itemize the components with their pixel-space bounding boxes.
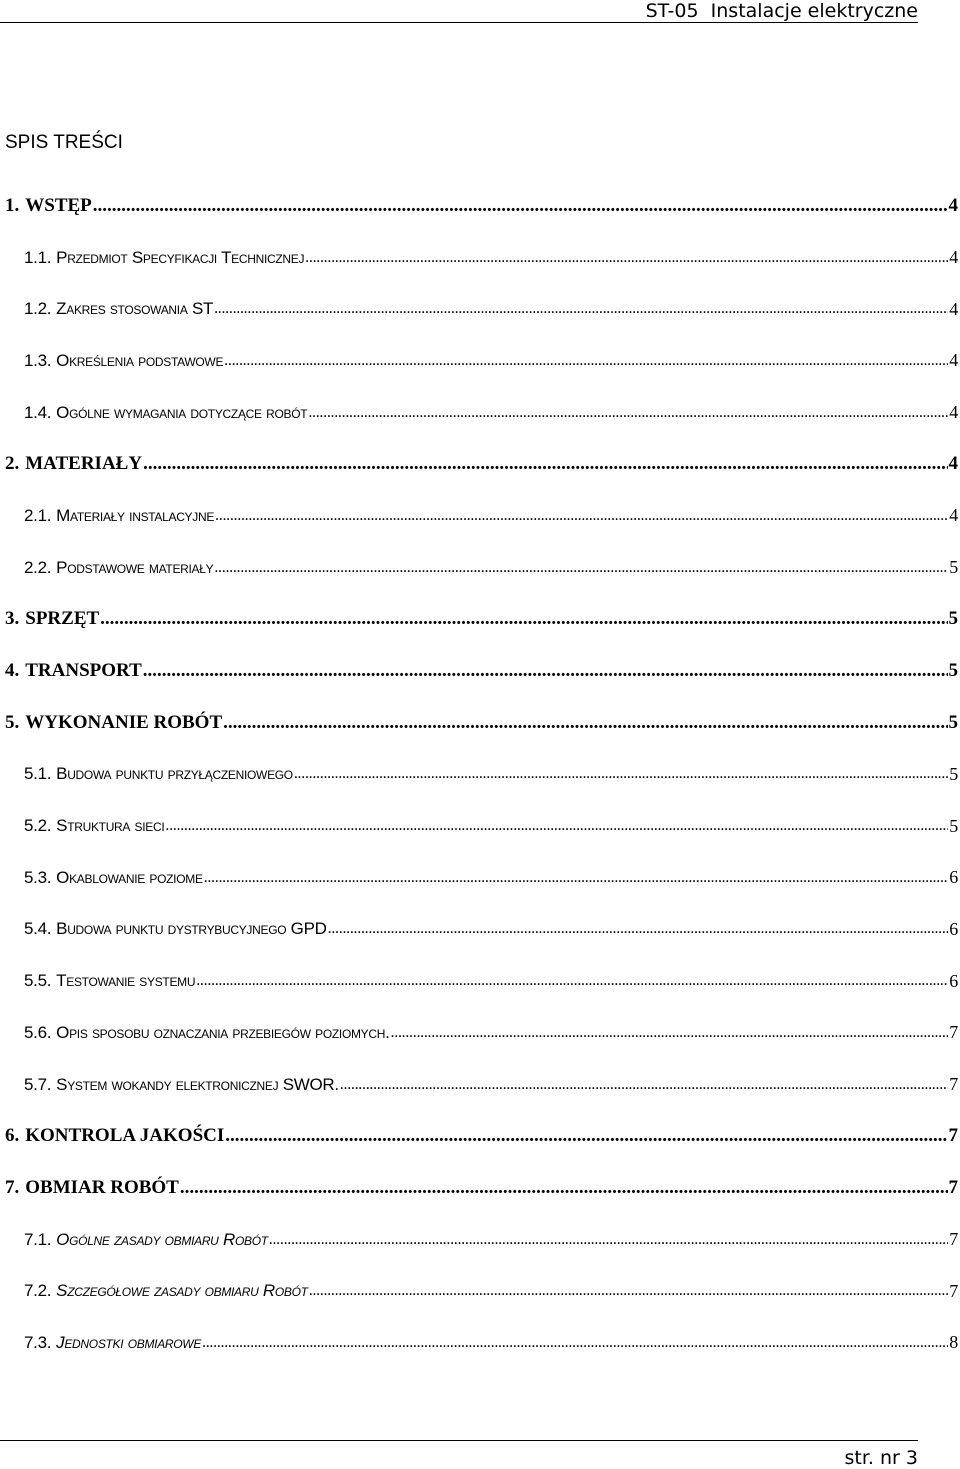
toc-entry-page: 7 <box>949 1022 958 1043</box>
toc-entry-number: 5.2. <box>24 816 52 836</box>
toc-dot-leader <box>204 869 949 887</box>
toc-entry[interactable] <box>0 955 960 1007</box>
toc-entry[interactable] <box>0 283 960 335</box>
toc-entry[interactable] <box>0 594 960 646</box>
toc-entry-number: 7.3. <box>24 1332 52 1352</box>
toc-entry[interactable] <box>0 542 960 594</box>
toc-entry[interactable] <box>0 904 960 956</box>
toc-entry-number: 5.5. <box>24 971 52 991</box>
toc-heading: SPIS TREŚCI <box>5 132 123 153</box>
toc-entry-page: 6 <box>949 867 958 888</box>
toc-dot-leader <box>391 1024 949 1042</box>
toc-entry-page: 6 <box>949 918 958 939</box>
toc-entry-label: Ogólne zasady obmiaru Robót <box>56 1229 268 1249</box>
toc-dot-leader <box>328 920 949 938</box>
toc-entry-label: WSTĘP <box>25 194 92 216</box>
toc-dot-leader <box>308 404 948 422</box>
toc-entry-page: 7 <box>949 1280 958 1301</box>
toc-entry-page: 5 <box>948 608 958 630</box>
toc-entry[interactable] <box>0 335 960 387</box>
toc-entry-label: Okablowanie poziome <box>56 867 203 887</box>
toc-dot-leader <box>215 507 948 525</box>
toc-entry-number: 5.6. <box>24 1022 52 1042</box>
toc-dot-leader <box>269 1231 949 1249</box>
toc-entry-label: Struktura sieci <box>56 816 165 836</box>
toc-entry-label: MATERIAŁY <box>25 453 143 475</box>
toc-dot-leader <box>223 712 947 734</box>
toc-entry[interactable] <box>0 1317 960 1369</box>
toc-dot-leader <box>225 1125 947 1147</box>
toc-dot-leader <box>214 559 948 577</box>
toc-entry-page: 4 <box>949 505 958 526</box>
toc-entry-page: 4 <box>948 194 958 216</box>
toc-entry-number: 1.1. <box>24 247 52 267</box>
toc-dot-leader <box>214 300 948 318</box>
toc-entry-number: 1.2. <box>24 299 52 319</box>
toc-entry-page: 7 <box>949 1229 958 1250</box>
toc-entry-label: WYKONANIE ROBÓT <box>25 711 223 733</box>
toc-dot-leader <box>143 453 947 475</box>
toc-entry[interactable] <box>0 852 960 904</box>
toc-entry-number: 7.2. <box>24 1281 52 1301</box>
toc-entry-label: Budowa punktu przyłączeniowego <box>56 764 293 784</box>
toc-entry-label: OBMIAR ROBÓT <box>25 1176 179 1198</box>
toc-entry-number: 3. <box>5 608 20 630</box>
toc-entry-number: 1.4. <box>24 402 52 422</box>
toc-entry-number: 2. <box>5 453 20 475</box>
toc-entry[interactable] <box>0 645 960 697</box>
toc-entry-label: System wokandy elektronicznej SWOR. <box>56 1074 339 1094</box>
toc-entry[interactable] <box>0 387 960 439</box>
toc-entry-page: 8 <box>949 1332 958 1353</box>
toc-entry[interactable] <box>0 1110 960 1162</box>
toc-entry-number: 2.2. <box>24 557 52 577</box>
toc-entry-number: 7. <box>5 1176 20 1198</box>
page-footer <box>0 1440 918 1469</box>
toc-entry-number: 1.3. <box>24 350 52 370</box>
toc-entry[interactable] <box>0 232 960 284</box>
toc-entry-label: KONTROLA JAKOŚCI <box>25 1125 225 1147</box>
toc-dot-leader <box>202 1334 948 1352</box>
toc-entry-label: SPRZĘT <box>25 608 100 630</box>
toc-entry[interactable] <box>0 1162 960 1214</box>
toc-entry-number: 4. <box>5 660 20 682</box>
toc-entry-label: Zakres stosowania ST <box>56 299 214 319</box>
toc-entry-label: Przedmiot Specyfikacji Technicznej <box>56 247 305 267</box>
toc-entry-page: 4 <box>949 350 958 371</box>
toc-entry-page: 7 <box>949 1074 958 1095</box>
toc-entry-page: 5 <box>948 660 958 682</box>
toc-dot-leader <box>196 972 948 990</box>
toc-entry-page: 7 <box>948 1176 958 1198</box>
page-header <box>0 0 918 23</box>
toc-entry-label: Budowa punktu dystrybucyjnego GPD <box>56 919 327 939</box>
toc-dot-leader <box>143 660 948 682</box>
table-of-contents <box>0 180 960 1369</box>
toc-entry-number: 5.1. <box>24 764 52 784</box>
toc-dot-leader <box>309 1282 949 1300</box>
toc-entry[interactable] <box>0 697 960 749</box>
toc-entry-label: Szczegółowe zasady obmiaru Robót <box>56 1281 308 1301</box>
toc-dot-leader <box>224 352 948 370</box>
toc-entry[interactable] <box>0 438 960 490</box>
toc-entry-page: 4 <box>949 298 958 319</box>
toc-dot-leader <box>93 195 948 217</box>
toc-entry-number: 1. <box>5 194 20 216</box>
toc-entry-label: Materiały instalacyjne <box>56 505 215 525</box>
toc-dot-leader <box>340 1076 949 1094</box>
toc-entry[interactable] <box>0 1265 960 1317</box>
toc-entry-page: 5 <box>949 763 958 784</box>
toc-entry[interactable] <box>0 1214 960 1266</box>
toc-entry-page: 6 <box>949 970 958 991</box>
toc-entry-label: TRANSPORT <box>25 660 142 682</box>
toc-entry[interactable] <box>0 749 960 801</box>
toc-entry-page: 5 <box>948 711 958 733</box>
toc-entry-page: 7 <box>948 1125 958 1147</box>
toc-entry-page: 4 <box>949 247 958 268</box>
toc-entry-number: 5.7. <box>24 1074 52 1094</box>
toc-entry[interactable] <box>0 490 960 542</box>
toc-entry-label: Ogólne wymagania dotyczące robót <box>56 402 308 422</box>
toc-entry-page: 4 <box>948 453 958 475</box>
toc-entry[interactable] <box>0 1007 960 1059</box>
toc-entry-number: 5.4. <box>24 919 52 939</box>
toc-dot-leader <box>165 817 948 835</box>
toc-dot-leader <box>305 249 948 267</box>
toc-entry-label: Opis sposobu oznaczania przebiegów poziomych. <box>56 1022 390 1042</box>
document-title: ST-05 Instalacje elektryczne <box>645 0 918 22</box>
toc-entry-number: 5.3. <box>24 867 52 887</box>
toc-entry[interactable] <box>0 180 960 232</box>
toc-dot-leader <box>180 1177 948 1199</box>
toc-entry-page: 5 <box>949 815 958 836</box>
toc-entry-label: Podstawowe materiały <box>56 557 214 577</box>
toc-dot-leader <box>100 608 947 630</box>
toc-entry-label: Testowanie systemu <box>56 971 196 991</box>
toc-entry[interactable] <box>0 1059 960 1111</box>
toc-entry[interactable] <box>0 800 960 852</box>
toc-entry-number: 2.1. <box>24 505 52 525</box>
toc-entry-label: Jednostki obmiarowe <box>56 1332 202 1352</box>
toc-entry-label: Określenia podstawowe <box>56 350 224 370</box>
toc-entry-number: 7.1. <box>24 1229 52 1249</box>
toc-entry-page: 4 <box>949 402 958 423</box>
toc-entry-page: 5 <box>949 557 958 578</box>
toc-dot-leader <box>294 765 948 783</box>
toc-entry-number: 6. <box>5 1125 20 1147</box>
page-number: str. nr 3 <box>844 1447 918 1469</box>
toc-entry-number: 5. <box>5 711 20 733</box>
